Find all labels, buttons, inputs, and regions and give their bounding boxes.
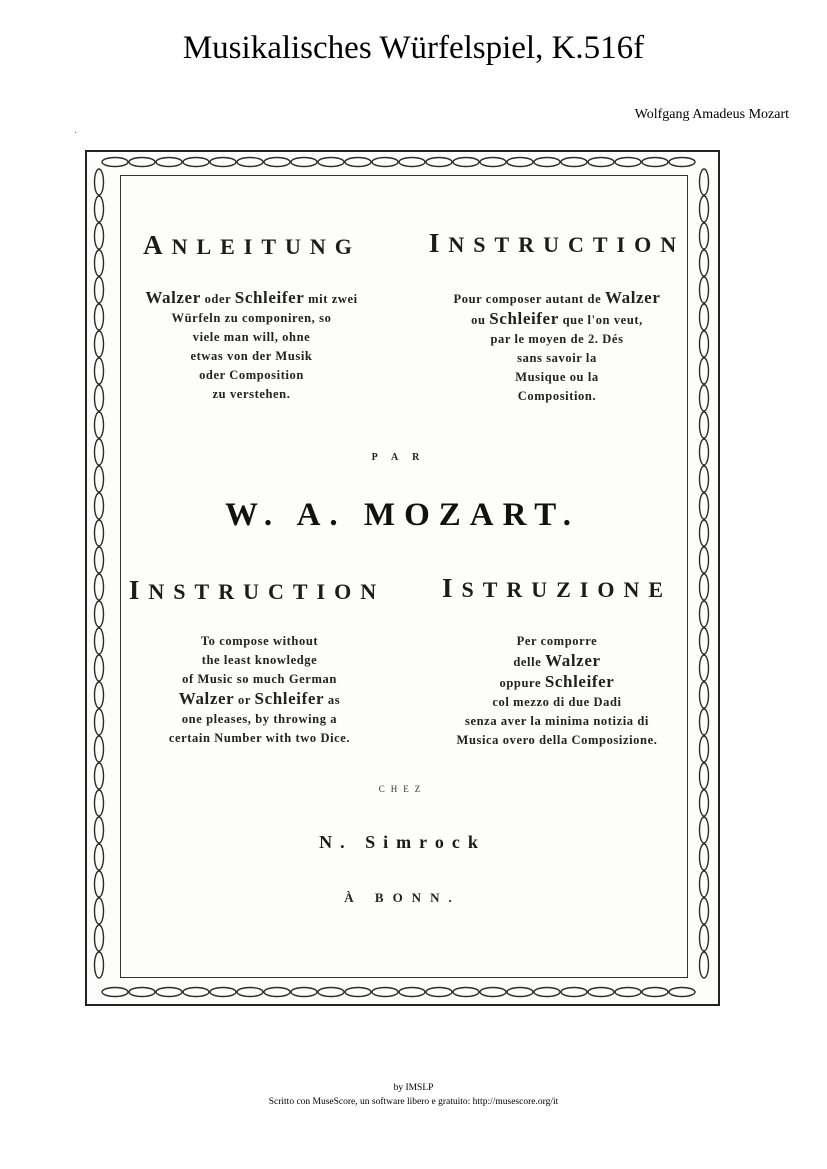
heading-anleitung: ANLEITUNG: [143, 230, 361, 260]
paragraph-segment: sans savoir la: [517, 351, 597, 365]
border-chain-link: [95, 655, 104, 681]
paragraph-line: [109, 309, 394, 328]
border-chain-link: [669, 158, 695, 167]
border-chain-link: [156, 158, 182, 167]
heading-instruction-en: INSTRUCTION: [128, 575, 386, 605]
border-chain-link: [210, 158, 236, 167]
paragraph-line: [412, 712, 702, 731]
border-chain-link: [700, 466, 709, 492]
paragraph-segment: par le moyen de 2. Dés: [490, 332, 624, 346]
border-chain-link: [237, 158, 263, 167]
paragraph-segment: Musique ou la: [515, 370, 599, 384]
paragraph-segment: oppure: [499, 676, 545, 690]
paragraph-segment: Walzer: [604, 288, 661, 307]
border-chain-link: [264, 988, 290, 997]
par-label: PAR: [371, 452, 434, 463]
border-chain-link: [95, 601, 104, 627]
paragraph-segment: one pleases, by throwing a: [181, 712, 338, 726]
paragraph-segment: Pour composer autant de: [453, 292, 605, 306]
border-chain-link: [588, 988, 614, 997]
heading-instruction-fr: INSTRUCTION: [428, 228, 686, 258]
border-chain-link: [372, 988, 398, 997]
title-page-plate: [85, 150, 720, 1006]
paragraph-segment: Composition.: [517, 389, 597, 403]
border-chain-link: [534, 158, 560, 167]
border-chain-link: [700, 304, 709, 330]
paragraph-segment: Schleifer: [489, 309, 559, 328]
paragraph-line: [109, 347, 394, 366]
paragraph-line: [412, 731, 702, 750]
score-title: Musikalisches Würfelspiel, K.516f: [182, 30, 645, 66]
border-chain-link: [615, 158, 641, 167]
border-chain-link: [480, 988, 506, 997]
paragraph-segment: ou: [471, 313, 490, 327]
border-chain-link: [102, 988, 128, 997]
border-chain-link: [700, 223, 709, 249]
paragraph-line: [117, 689, 402, 710]
paragraph-segment: Schleifer: [254, 689, 325, 708]
paragraph-line: [117, 632, 402, 651]
paragraph-segment: Walzer: [178, 689, 235, 708]
publisher-place: À BONN.: [344, 890, 461, 905]
paragraph-segment: as: [324, 693, 341, 707]
border-chain-link: [95, 925, 104, 951]
border-chain-link: [426, 988, 452, 997]
border-chain-link: [588, 158, 614, 167]
border-chain-link: [95, 628, 104, 654]
chez-label: CHEZ: [378, 784, 427, 794]
paragraph-line: [117, 729, 402, 748]
border-chain-link: [700, 547, 709, 573]
paragraph-line: [117, 651, 402, 670]
border-chain-link: [183, 158, 209, 167]
border-chain-link: [95, 682, 104, 708]
border-chain-link: [95, 547, 104, 573]
border-chain-link: [95, 466, 104, 492]
border-chain-link: [95, 358, 104, 384]
border-chain-link: [95, 277, 104, 303]
border-chain-link: [700, 196, 709, 222]
paragraph-segment: etwas von der Musik: [190, 349, 313, 363]
paragraph-line: [109, 288, 394, 309]
border-chain-link: [642, 988, 668, 997]
paragraph-german: [109, 288, 394, 404]
composer-name: Wolfgang Amadeus Mozart: [634, 107, 789, 122]
border-chain-link: [345, 158, 371, 167]
border-chain-link: [95, 385, 104, 411]
paragraph-segment: col mezzo di due Dadi: [492, 695, 622, 709]
border-chain-link: [453, 158, 479, 167]
paragraph-line: [412, 632, 702, 651]
paragraph-line: [117, 670, 402, 689]
paragraph-segment: Walzer: [545, 651, 601, 670]
paragraph-segment: viele man will, ohne: [192, 330, 311, 344]
border-chain-link: [95, 304, 104, 330]
paragraph-segment: senza aver la minima notizia di: [465, 714, 649, 728]
border-chain-link: [95, 169, 104, 195]
paragraph-segment: To compose without: [200, 634, 319, 648]
border-chain-link: [700, 169, 709, 195]
border-chain-link: [615, 988, 641, 997]
border-chain-link: [237, 988, 263, 997]
border-chain-link: [669, 988, 695, 997]
paragraph-line: [117, 710, 402, 729]
border-chain-link: [95, 412, 104, 438]
border-chain-link: [210, 988, 236, 997]
border-chain-link: [183, 988, 209, 997]
border-chain-link: [129, 158, 155, 167]
paragraph-line: [417, 309, 697, 330]
paragraph-line: [417, 330, 697, 349]
border-chain-link: [95, 574, 104, 600]
border-chain-link: [95, 196, 104, 222]
paragraph-line: [417, 349, 697, 368]
border-chain-link: [700, 385, 709, 411]
border-chain-link: [95, 223, 104, 249]
border-chain-link: [102, 158, 128, 167]
paragraph-line: [109, 366, 394, 385]
paragraph-french: [417, 288, 697, 406]
border-chain-link: [291, 988, 317, 997]
paragraph-line: [109, 385, 394, 404]
border-chain-link: [480, 158, 506, 167]
paragraph-segment: que l'on veut,: [558, 313, 643, 327]
paragraph-segment: Schleifer: [234, 288, 305, 307]
border-chain-link: [534, 988, 560, 997]
border-chain-link: [318, 988, 344, 997]
paragraph-segment: of Music so much German: [182, 672, 337, 686]
paragraph-segment: oder: [200, 292, 235, 306]
paragraph-line: [412, 672, 702, 693]
border-chain-link: [700, 574, 709, 600]
border-chain-link: [399, 988, 425, 997]
border-chain-link: [700, 250, 709, 276]
border-chain-link: [95, 709, 104, 735]
border-chain-link: [700, 925, 709, 951]
border-chain-link: [95, 736, 104, 762]
paragraph-segment: or: [234, 693, 255, 707]
border-chain-link: [129, 988, 155, 997]
border-chain-link: [453, 988, 479, 997]
border-chain-link: [561, 158, 587, 167]
paragraph-line: [417, 368, 697, 387]
stray-mark: ·: [74, 128, 78, 139]
paragraph-segment: the least knowledge: [201, 653, 318, 667]
paragraph-line: [412, 651, 702, 672]
paragraph-segment: mit zwei: [304, 292, 358, 306]
border-chain-link: [345, 988, 371, 997]
border-chain-link: [700, 331, 709, 357]
border-chain-link: [700, 358, 709, 384]
paragraph-segment: Würfeln zu componiren, so: [171, 311, 332, 325]
paragraph-line: [412, 693, 702, 712]
publisher-name: N. Simrock: [319, 832, 486, 852]
border-chain-link: [700, 277, 709, 303]
paragraph-english: [117, 632, 402, 748]
footer-musescore: Scritto con MuseScore, un software libero e gratuito: http://musescore.org/it: [268, 1097, 559, 1107]
paragraph-italian: [412, 632, 702, 750]
paragraph-segment: certain Number with two Dice.: [168, 731, 351, 745]
border-chain-link: [156, 988, 182, 997]
border-chain-link: [642, 158, 668, 167]
border-chain-link: [372, 158, 398, 167]
paragraph-line: [417, 387, 697, 406]
paragraph-segment: Musica overo della Composizione.: [456, 733, 658, 747]
paragraph-segment: oder Composition: [199, 368, 304, 382]
paragraph-segment: Walzer: [145, 288, 201, 307]
paragraph-segment: delle: [513, 655, 546, 669]
border-chain-link: [318, 158, 344, 167]
border-chain-link: [426, 158, 452, 167]
author-name: W. A. MOZART.: [224, 497, 581, 533]
paragraph-line: [109, 328, 394, 347]
border-chain-link: [700, 952, 709, 978]
border-chain-link: [291, 158, 317, 167]
border-chain-link: [264, 158, 290, 167]
heading-istruzione: ISTRUZIONE: [441, 573, 673, 603]
paragraph-segment: Schleifer: [544, 672, 615, 691]
border-chain-link: [507, 158, 533, 167]
border-chain-link: [700, 412, 709, 438]
border-chain-link: [95, 250, 104, 276]
paragraph-line: [417, 288, 697, 309]
border-chain-link: [507, 988, 533, 997]
border-chain-link: [561, 988, 587, 997]
footer-credit: by IMSLP: [393, 1083, 434, 1093]
paragraph-segment: zu verstehen.: [212, 387, 291, 401]
border-chain-link: [399, 158, 425, 167]
border-chain-link: [700, 601, 709, 627]
border-chain-link: [95, 331, 104, 357]
border-chain-link: [95, 952, 104, 978]
paragraph-segment: Per comporre: [516, 634, 598, 648]
